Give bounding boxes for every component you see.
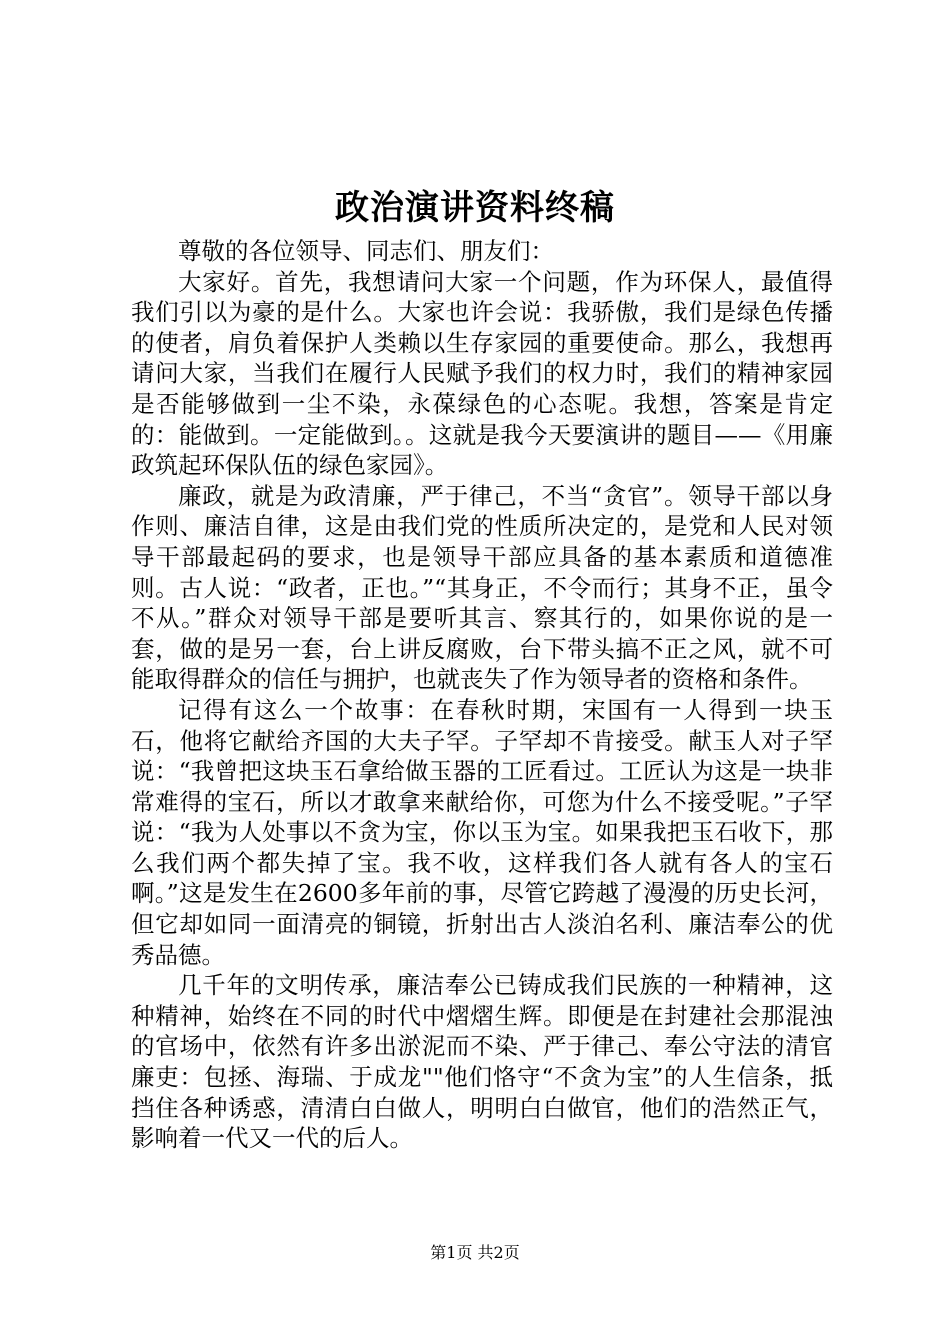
document-body — [131, 236, 833, 1154]
paragraph: 大家好。首先，我想请问大家一个问题，作为环保人，最值得我们引以为豪的是什么。大家也许会说：我骄傲，我们是绿色传播的使者，肩负着保护人类赖以生存家园的重要使命。那么，我想再请问大家，当我们在履行人民赋予我们的权力时，我们的精神家园是否能够做到一尘不染，永葆绿色的心态呢。我想，答案是肯定的：能做到。一定能做到。。这就是我今天要演讲的题目——《用廉政筑起环保队伍的绿色家园》。 — [131, 267, 833, 480]
paragraph: 记得有这么一个故事：在春秋时期，宋国有一人得到一块玉石，他将它献给齐国的大夫子罕。子罕却不肯接受。献玉人对子罕说：“我曾把这块玉石拿给做玉器的工匠看过。工匠认为这是一块非常难得的宝石，所以才敢拿来献给你，可您为什么不接受呢。”子罕说：“我为人处事以不贪为宝，你以玉为宝。如果我把玉石收下，那么我们两个都失掉了宝。我不收，这样我们各人就有各人的宝石啊。”这是发生在2600多年前的事，尽管它跨越了漫漫的历史长河，但它却如同一面清亮的铜镜，折射出古人淡泊名利、廉洁奉公的优秀品德。 — [131, 695, 833, 969]
document-title: 政治演讲资料终稿 — [335, 188, 615, 228]
paragraph: 廉政，就是为政清廉，严于律己，不当“贪官”。领导干部以身作则、廉洁自律，这是由我们党的性质所决定的，是党和人民对领导干部最起码的要求，也是领导干部应具备的基本素质和道德准则。古人说：“政者，正也。”“其身正，不令而行；其身不正，虽令不从。”群众对领导干部是要听其言、察其行的，如果你说的是一套，做的是另一套，台上讲反腐败，台下带头搞不正之风，就不可能取得群众的信任与拥护，也就丧失了作为领导者的资格和条件。 — [131, 481, 833, 694]
paragraph: 几千年的文明传承，廉洁奉公已铸成我们民族的一种精神，这种精神，始终在不同的时代中熠熠生辉。即便是在封建社会那混浊的官场中，依然有许多出淤泥而不染、严于律己、奉公守法的清官廉吏：包拯、海瑞、于成龙""他们恪守“不贪为宝”的人生信条，抵挡住各种诱惑，清清白白做人，明明白白做官，他们的浩然正气，影响着一代又一代的后人。 — [131, 971, 833, 1153]
page-footer: 第1页 共2页 — [430, 1243, 520, 1262]
paragraph-salutation: 尊敬的各位领导、同志们、朋友们： — [178, 237, 554, 265]
